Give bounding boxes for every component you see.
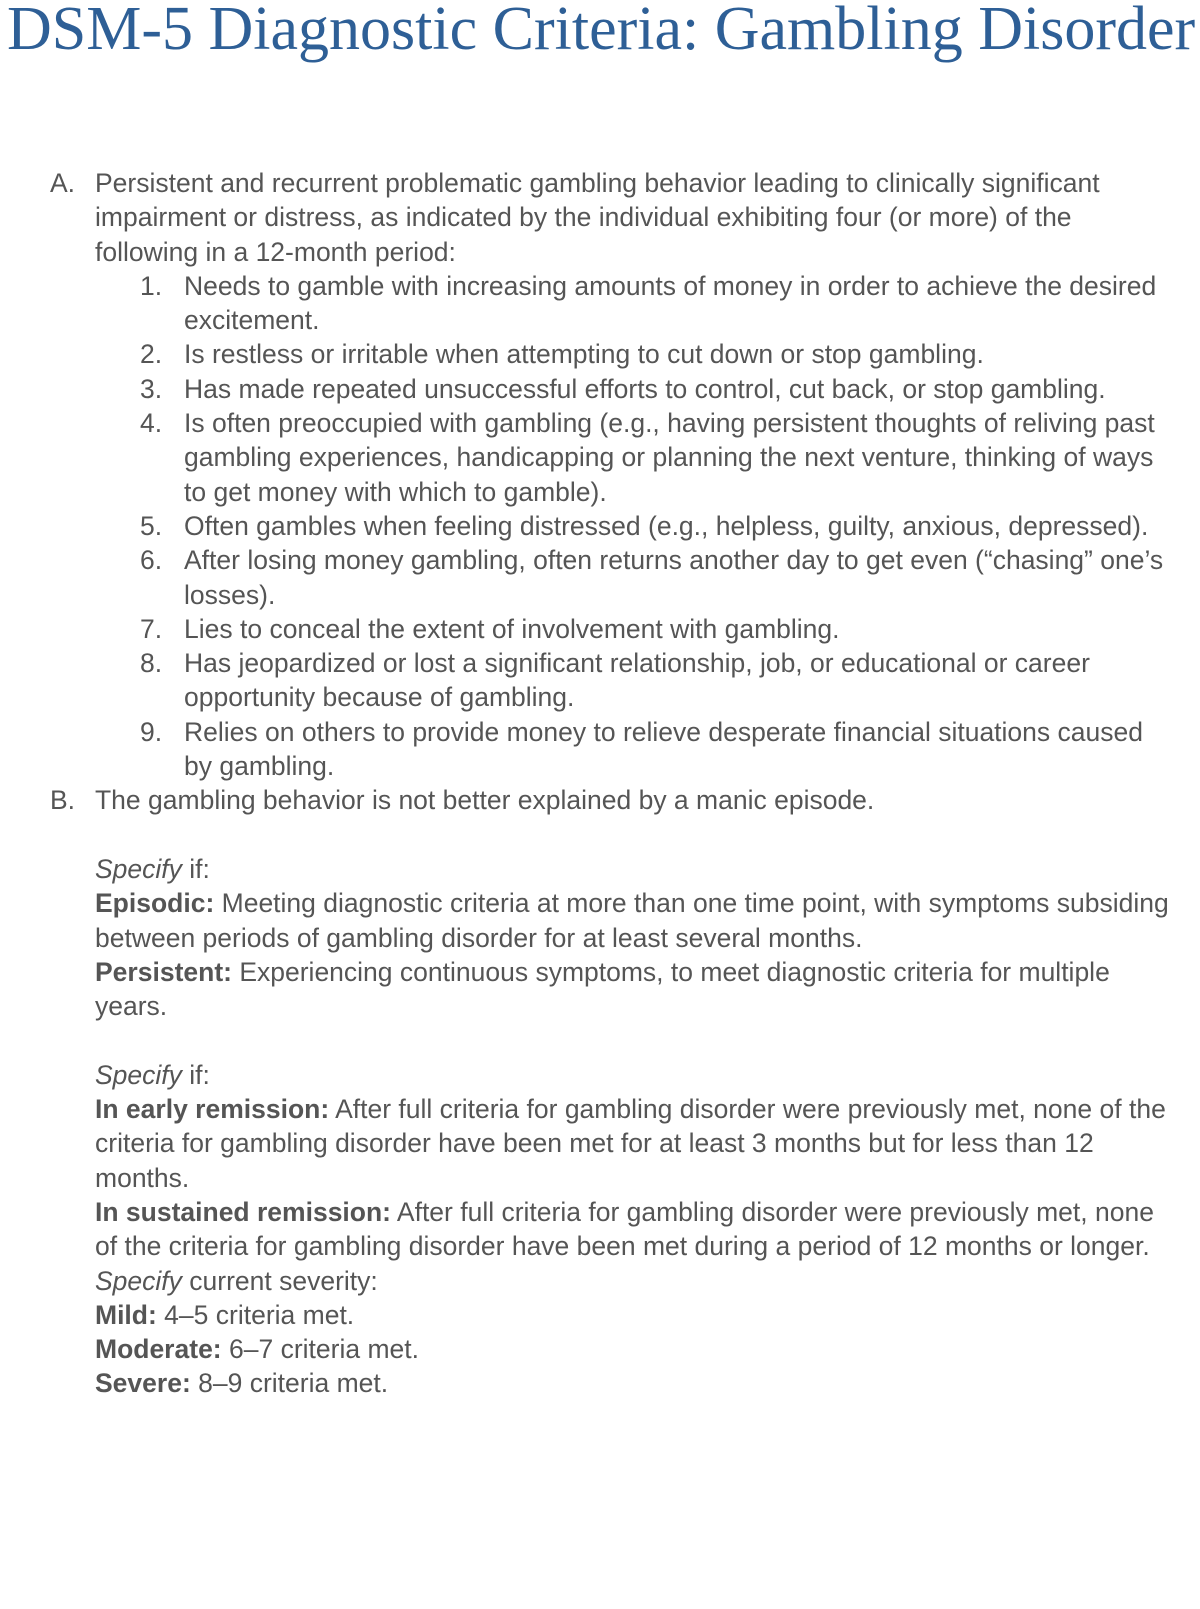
specify-word: Specify [95,1059,182,1090]
severity-text: 6–7 criteria met. [221,1334,419,1365]
severity-level [95,1332,1175,1366]
if-word: if: [181,853,210,884]
specify-word: Specify [95,1265,182,1296]
severity-term: Severe: [95,1368,191,1399]
symptom-item [140,372,1175,406]
specifier-text: Meeting diagnostic criteria at more than one time point, with symptoms subsiding between periods of gambling disorder for at least several months. [95,888,1169,953]
criteria-body [50,166,1175,1401]
criterion-b [50,783,1175,817]
specifier-text: After full criteria for gambling disorder were previously met, none of the criteria for gambling disorder have been met during a period of 12 months or longer. [95,1196,1154,1262]
symptom-number: 2. [140,339,163,370]
specify-word: Specify [95,853,182,884]
specifier [95,1092,1175,1195]
symptom-number: 1. [140,270,163,301]
severity-level [95,1366,1175,1400]
specifier-text: Experiencing continuous symptoms, to meet diagnostic criteria for multiple years. [95,956,1110,1022]
symptom-number: 8. [140,648,163,679]
criterion-label: B. [50,785,76,816]
criterion-label: A. [50,168,76,198]
symptom-item [140,509,1175,543]
specifier-term: Episodic: [95,888,215,919]
symptom-number: 3. [140,373,163,404]
symptom-item [140,269,1175,338]
criterion-text: The gambling behavior is not better explained by a manic episode. [95,785,875,816]
severity-text: 8–9 criteria met. [190,1368,389,1399]
specify-heading [95,1058,1175,1092]
symptom-text: Lies to conceal the extent of involvement with gambling. [184,613,840,644]
specifier-term: In sustained remission: [95,1196,391,1227]
symptom-number: 9. [140,716,163,747]
symptom-number: 5. [140,510,163,541]
symptom-item [140,406,1175,509]
symptom-item [140,337,1175,371]
course-specifiers [95,852,1175,1401]
symptom-number: 4. [140,408,163,439]
symptom-text: After losing money gambling, often returns another day to get even (“chasing” one’s losses). [184,545,1164,610]
specifier [95,955,1175,1024]
criterion-text: Persistent and recurrent problematic gambling behavior leading to clinically significant impairment or distress, as indicated by the individual exhibiting four (or more) of the following in a 12-month period: [95,168,1100,267]
symptom-item [140,646,1175,715]
if-word: if: [181,1059,210,1090]
criterion-a [50,166,1175,269]
symptom-text: Is often preoccupied with gambling (e.g., having persistent thoughts of reliving past gambling experiences, handicapping or planning the next venture, thinking of ways to get money with which to gamble). [184,408,1155,507]
specifier-text: After full criteria for gambling disorder were previously met, none of the criteria for gambling disorder have been met for at least 3 months but for less than 12 months. [95,1094,1166,1193]
symptom-item [140,612,1175,646]
severity-term: Moderate: [95,1334,222,1365]
symptom-number: 6. [140,545,163,576]
severity-heading [95,1264,1175,1298]
symptom-number: 7. [140,613,163,644]
symptom-text: Often gambles when feeling distressed (e.g., helpless, guilty, anxious, depressed). [184,510,1149,541]
page-title: DSM-5 Diagnostic Criteria: Gambling Disorder [7,0,1196,63]
severity-text: 4–5 criteria met. [156,1299,355,1330]
severity-term: Mild: [95,1299,157,1330]
symptom-text: Relies on others to provide money to relieve desperate financial situations caused by gambling. [184,716,1143,782]
specify-heading [95,852,1175,886]
severity-level [95,1298,1175,1332]
symptom-text: Has made repeated unsuccessful efforts to control, cut back, or stop gambling. [184,373,1106,404]
severity-suffix: current severity: [181,1265,378,1296]
symptom-text: Has jeopardized or lost a significant relationship, job, or educational or career opportunity because of gambling. [184,648,1090,713]
specifier-term: In early remission: [95,1094,330,1125]
symptom-item [140,543,1175,612]
specifier-term: Persistent: [95,956,232,987]
symptom-text: Needs to gamble with increasing amounts of money in order to achieve the desired excitement. [184,270,1157,336]
specifier [95,886,1175,955]
specifier [95,1195,1175,1264]
symptom-item [140,715,1175,784]
symptom-list [140,269,1175,783]
symptom-text: Is restless or irritable when attempting to cut down or stop gambling. [184,339,984,370]
